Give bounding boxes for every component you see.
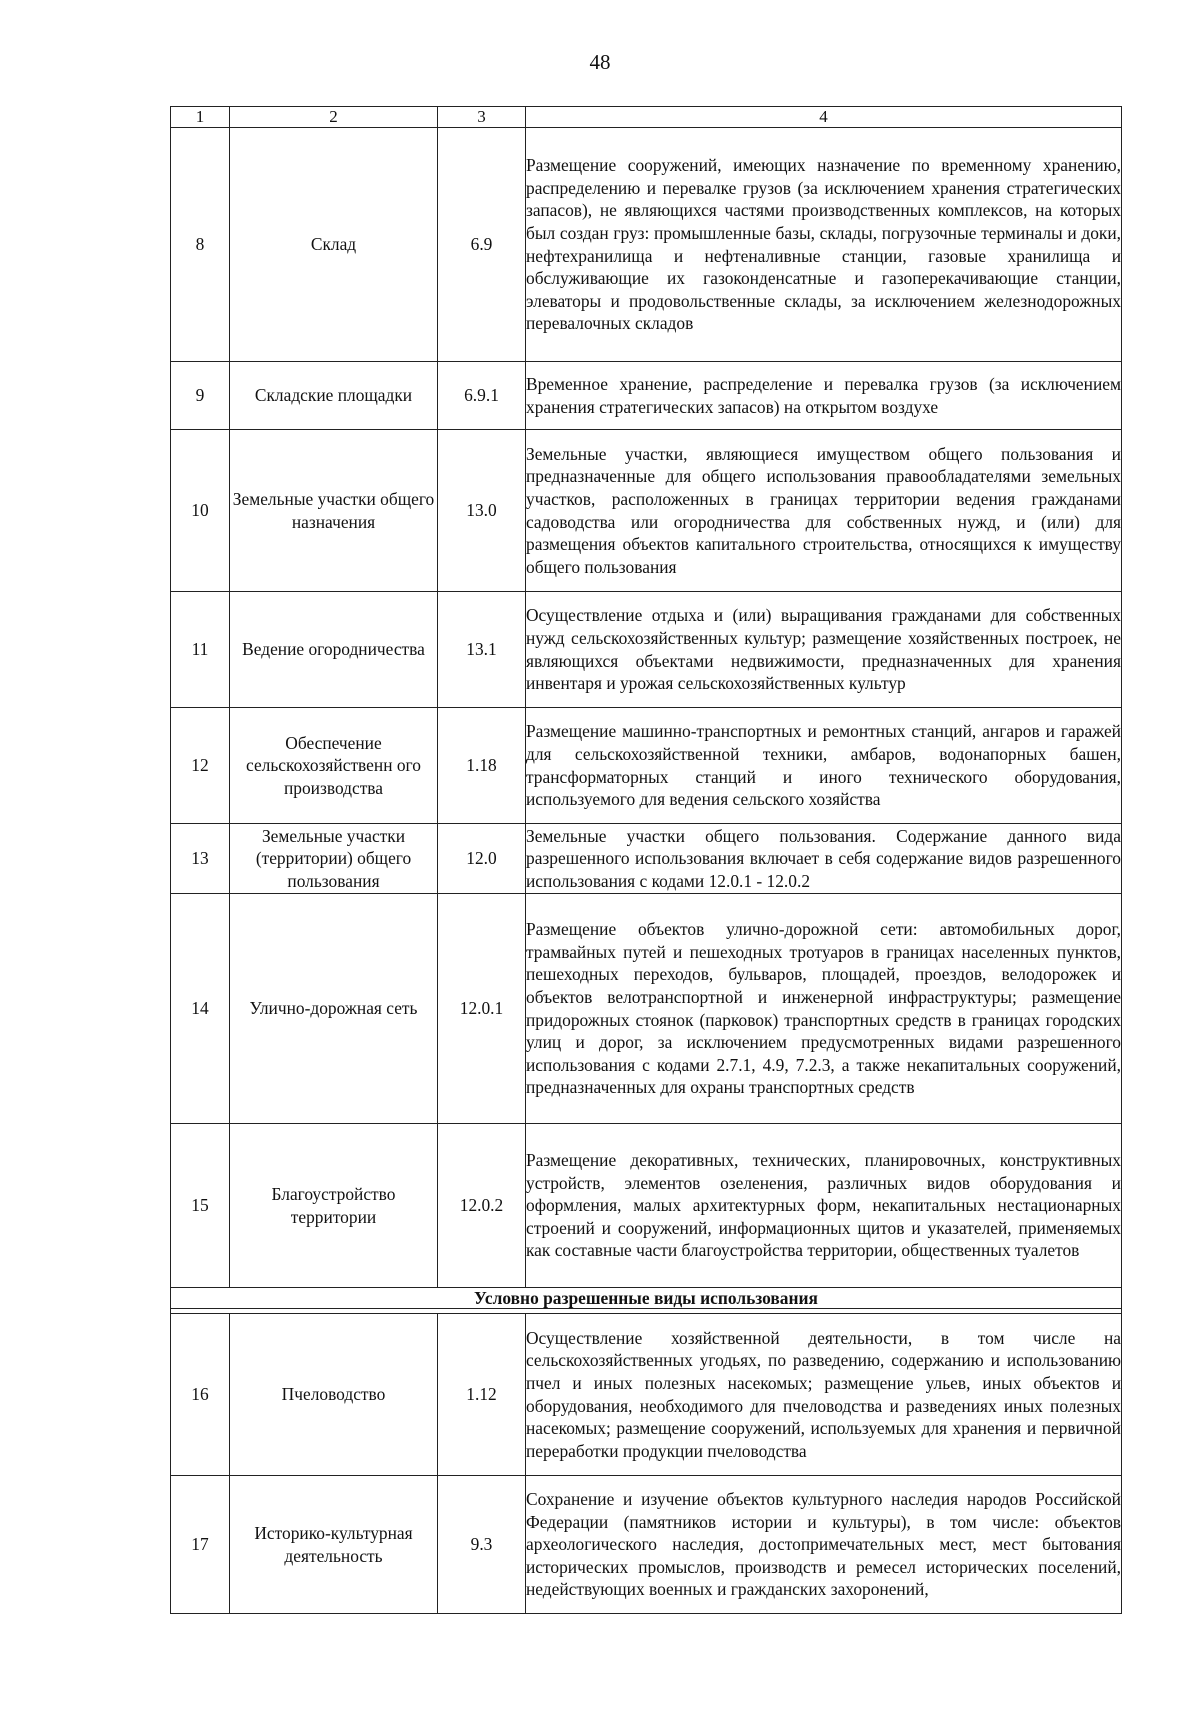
table-row bbox=[171, 894, 1122, 1124]
use-type-name: Ведение огородничества bbox=[230, 592, 438, 708]
use-type-code: 9.3 bbox=[438, 1476, 526, 1614]
use-type-code: 12.0.1 bbox=[438, 894, 526, 1124]
land-use-table bbox=[170, 106, 1122, 1614]
table-row bbox=[171, 1314, 1122, 1476]
column-header-1: 1 bbox=[171, 107, 230, 128]
use-type-name: Улично-дорожная сеть bbox=[230, 894, 438, 1124]
row-number: 16 bbox=[171, 1314, 230, 1476]
use-type-description: Осуществление хозяйственной деятельности, в том числе на сельскохозяйственных угодьях, по разведению, содержанию и использованию пчел и иных полезных насекомых; размещение ульев, иных объектов и оборудования, необходимого для пчеловодства и разведениях иных полезных насекомых; размещение сооружений, используемых для хранения и первичной переработки продукции пчеловодства bbox=[526, 1314, 1122, 1476]
column-header-2: 2 bbox=[230, 107, 438, 128]
use-type-description: Земельные участки, являющиеся имуществом общего пользования и предназначенные для общего использования правообладателями земельных участков, расположенных в границах территории ведения гражданами садоводства или огородничества для собственных нужд, и (или) для размещения объектов капитального строительства, относящихся к имуществу общего пользования bbox=[526, 430, 1122, 592]
column-header-3: 3 bbox=[438, 107, 526, 128]
row-number: 12 bbox=[171, 708, 230, 824]
use-type-name: Земельные участки общего назначения bbox=[230, 430, 438, 592]
row-number: 13 bbox=[171, 824, 230, 894]
use-type-description: Осуществление отдыха и (или) выращивания гражданами для собственных нужд сельскохозяйственных культур; размещение хозяйственных построек, не являющихся объектами недвижимости, предназначенных для хранения инвентаря и урожая сельскохозяйственных культур bbox=[526, 592, 1122, 708]
use-type-name: Благоустройство территории bbox=[230, 1124, 438, 1288]
section-title: Условно разрешенные виды использования bbox=[171, 1288, 1122, 1309]
table-row bbox=[171, 824, 1122, 894]
use-type-code: 12.0 bbox=[438, 824, 526, 894]
use-type-name: Складские площадки bbox=[230, 362, 438, 430]
use-type-description: Размещение сооружений, имеющих назначение по временному хранению, распределению и перевалке грузов (за исключением хранения стратегических запасов), не являющихся частями производственных комплексов, на которых был создан груз: промышленные базы, склады, погрузочные терминалы и доки, нефтехранилища и нефтеналивные станции, газовые хранилища и обслуживающие их газоконденсатные и газоперекачивающие станции, элеваторы и продовольственные склады, за исключением железнодорожных перевалочных складов bbox=[526, 128, 1122, 362]
row-number: 15 bbox=[171, 1124, 230, 1288]
section-header-row bbox=[171, 1288, 1122, 1309]
use-type-description: Сохранение и изучение объектов культурного наследия народов Российской Федерации (памятников истории и культуры), в том числе: объектов археологического наследия, достопримечательных мест, мест бытования исторических промыслов, производств и ремесел исторических поселений, недействующих военных и гражданских захоронений, bbox=[526, 1476, 1122, 1614]
table-body bbox=[171, 128, 1122, 1614]
row-number: 17 bbox=[171, 1476, 230, 1614]
table-header-row bbox=[171, 107, 1122, 128]
use-type-code: 6.9.1 bbox=[438, 362, 526, 430]
use-type-name: Склад bbox=[230, 128, 438, 362]
column-header-4: 4 bbox=[526, 107, 1122, 128]
row-number: 14 bbox=[171, 894, 230, 1124]
use-type-code: 6.9 bbox=[438, 128, 526, 362]
use-type-code: 13.1 bbox=[438, 592, 526, 708]
use-type-description: Размещение машинно-транспортных и ремонтных станций, ангаров и гаражей для сельскохозяйственной техники, амбаров, водонапорных башен, трансформаторных станций и иного технического оборудования, используемого для ведения сельского хозяйства bbox=[526, 708, 1122, 824]
use-type-name: Обеспечение сельскохозяйственн ого производства bbox=[230, 708, 438, 824]
use-type-description: Размещение объектов улично-дорожной сети: автомобильных дорог, трамвайных путей и пешеходных тротуаров в границах населенных пунктов, пешеходных переходов, бульваров, площадей, проездов, велодорожек и объектов велотранспортной и инженерной инфраструктуры; размещение придорожных стоянок (парковок) транспортных средств в границах городских улиц и дорог, за исключением предусмотренных видами разрешенного использования с кодами 2.7.1, 4.9, 7.2.3, а также некапитальных сооружений, предназначенных для охраны транспортных средств bbox=[526, 894, 1122, 1124]
table-row bbox=[171, 1476, 1122, 1614]
use-type-code: 13.0 bbox=[438, 430, 526, 592]
use-type-name: Пчеловодство bbox=[230, 1314, 438, 1476]
table-row bbox=[171, 128, 1122, 362]
row-number: 9 bbox=[171, 362, 230, 430]
use-type-code: 12.0.2 bbox=[438, 1124, 526, 1288]
table-row bbox=[171, 1124, 1122, 1288]
row-number: 8 bbox=[171, 128, 230, 362]
row-number: 11 bbox=[171, 592, 230, 708]
table-row bbox=[171, 592, 1122, 708]
row-number: 10 bbox=[171, 430, 230, 592]
use-type-code: 1.18 bbox=[438, 708, 526, 824]
use-type-code: 1.12 bbox=[438, 1314, 526, 1476]
use-type-description: Размещение декоративных, технических, планировочных, конструктивных устройств, элементов озеленения, различных видов оборудования и оформления, малых архитектурных форм, некапитальных нестационарных строений и сооружений, информационных щитов и указателей, применяемых как составные части благоустройства территории, общественных туалетов bbox=[526, 1124, 1122, 1288]
table-row bbox=[171, 430, 1122, 592]
page-number: 48 bbox=[589, 50, 611, 74]
table-row bbox=[171, 362, 1122, 430]
table-row bbox=[171, 708, 1122, 824]
use-type-name: Земельные участки (территории) общего пользования bbox=[230, 824, 438, 894]
use-type-description: Временное хранение, распределение и перевалка грузов (за исключением хранения стратегических запасов) на открытом воздухе bbox=[526, 362, 1122, 430]
use-type-name: Историко-культурная деятельность bbox=[230, 1476, 438, 1614]
use-type-description: Земельные участки общего пользования. Содержание данного вида разрешенного использования включает в себя содержание видов разрешенного использования с кодами 12.0.1 - 12.0.2 bbox=[526, 824, 1122, 894]
